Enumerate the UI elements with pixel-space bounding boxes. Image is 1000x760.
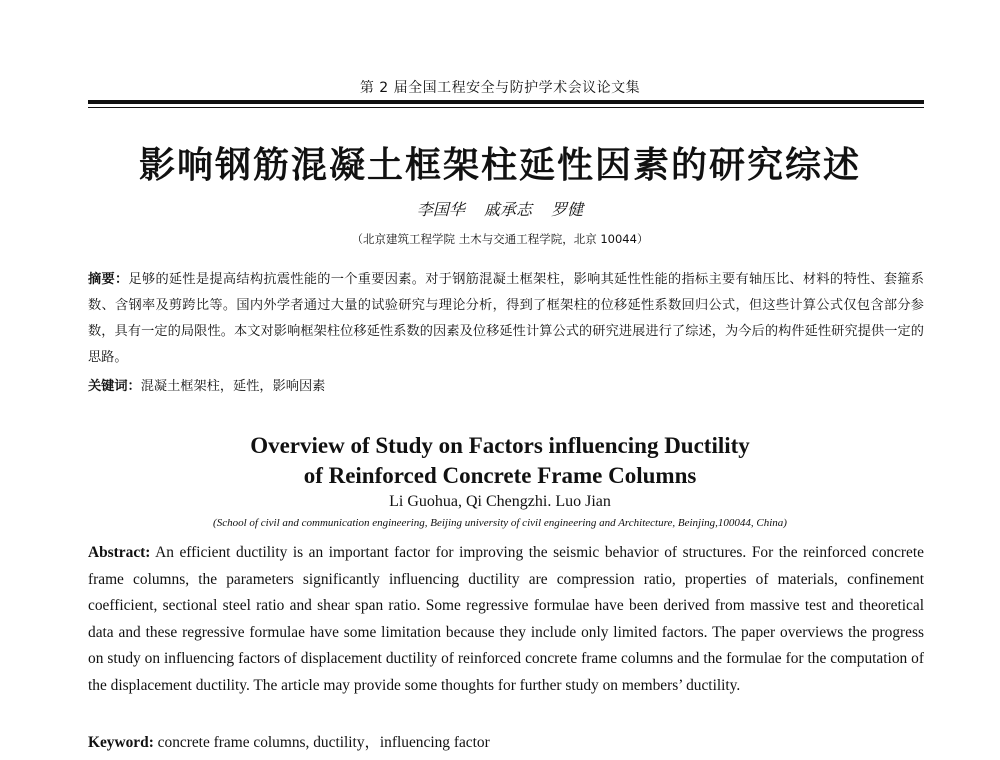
header-rule-thick: [88, 100, 924, 104]
english-abstract-text: An efficient ductility is an important factor for improving the seismic behavior of structures. For the reinforced concrete frame columns, the parameters significantly influencing ductility are compression ratio, properties of materials, confinement coefficient, sectional steel ratio and shear span ratio. Some regressive formulae have been derived from massive test and theoretical data and these regressive formulae have some limitation because they include only limited factors. The paper overviews the progress on study on influencing factors of displacement ductility of reinforced concrete frame columns and the formulae for the computation of the displacement ductility. The article may provide some thoughts for further study on members’ ductility.: [88, 544, 924, 694]
chinese-abstract-text: 足够的延性是提高结构抗震性能的一个重要因素。对于钢筋混凝土框架柱，影响其延性性能的指标主要有轴压比、材料的特性、套箍系数、含钢率及剪跨比等。国内外学者通过大量的试验研究与理论分析，得到了框架柱的位移延性系数回归公式，但这些计算公式仅包含部分参数，具有一定的局限性。本文对影响框架柱位移延性系数的因素及位移延性计算公式的研究进展进行了综述，为今后的构件延性研究提供一定的思路。: [88, 272, 924, 365]
chinese-abstract: [88, 267, 924, 371]
english-abstract: [88, 540, 924, 699]
chinese-keywords-text: 混凝土框架柱，延性，影响因素: [140, 379, 326, 394]
running-head: 第 2 届全国工程安全与防护学术会议论文集: [359, 80, 641, 96]
english-keywords-label: Keyword:: [88, 734, 154, 751]
english-keywords-text: concrete frame columns, ductility，influencing factor: [153, 734, 490, 751]
english-title-line-1: Overview of Study on Factors influencing Ductility: [250, 433, 750, 458]
chinese-authors: 李国华 戚承志 罗健: [416, 200, 584, 219]
english-abstract-label: Abstract:: [88, 544, 151, 561]
chinese-keywords: [88, 374, 924, 400]
english-title-line-2: of Reinforced Concrete Frame Columns: [303, 463, 697, 488]
chinese-keywords-label: 关键词：: [88, 379, 141, 394]
chinese-title: 影响钢筋混凝土框架柱延性因素的研究综述: [138, 145, 861, 186]
chinese-affiliation: （北京建筑工程学院 土木与交通工程学院，北京 10044）: [351, 232, 649, 246]
header-rule-thin: [88, 107, 924, 108]
english-keywords: [88, 732, 924, 754]
english-affiliation: (School of civil and communication engineering, Beijing university of civil engineering and Architecture, Beinjing,100044, China): [213, 517, 787, 529]
chinese-abstract-label: 摘要：: [88, 272, 129, 287]
english-title: [0, 431, 1000, 491]
english-authors: Li Guohua, Qi Chengzhi. Luo Jian: [389, 493, 611, 510]
